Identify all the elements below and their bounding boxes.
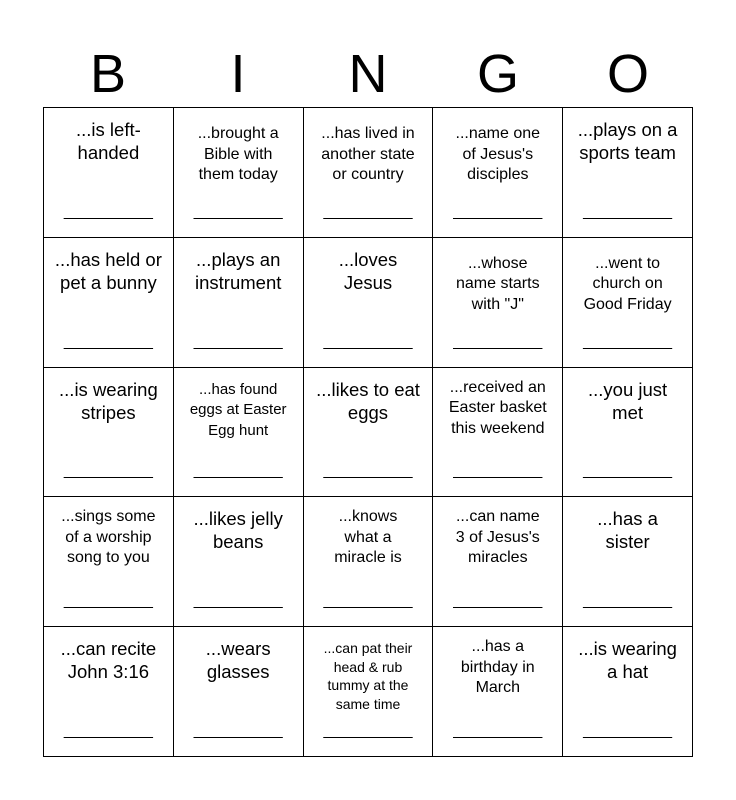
signature-line: __________ [193,333,283,350]
bingo-cell[interactable] [563,497,693,627]
signature-line: __________ [583,463,673,480]
cell-prompt: ...plays on a sports team [577,119,678,163]
bingo-cell[interactable] [174,368,304,498]
bingo-cell[interactable] [44,238,174,368]
signature-line: __________ [323,463,413,480]
signature-line: __________ [63,463,153,480]
signature-line: __________ [323,333,413,350]
cell-prompt: ...whose name starts with "J" [455,254,540,313]
bingo-cell[interactable] [44,497,174,627]
cell-prompt: ...plays an instrument [195,248,282,293]
cell-prompt: ...can name 3 of Jesus's miracles [455,508,540,567]
signature-line: __________ [583,333,673,350]
signature-line: __________ [453,333,543,350]
signature-line: __________ [193,593,283,610]
bingo-cell[interactable] [174,108,304,238]
cell-prompt: ...knows what a miracle is [334,508,402,567]
cell-prompt: ...has lived in another state or country [321,125,415,183]
cell-prompt: ...likes to eat eggs [316,378,420,423]
signature-line: __________ [193,203,283,220]
header-letter-o: O [606,44,649,104]
signature-line: __________ [63,203,153,220]
cell-prompt: ...has found eggs at Easter Egg hunt [189,380,287,439]
cell-prompt: ...is wearing a hat [578,638,677,683]
bingo-cell[interactable] [304,108,434,238]
bingo-board [43,107,693,757]
cell-prompt: ...has a sister [597,508,658,553]
bingo-cell[interactable] [433,108,563,238]
bingo-cell[interactable] [174,627,304,757]
cell-prompt: ...wears glasses [205,638,271,683]
bingo-cell[interactable] [563,627,693,757]
bingo-cell[interactable] [304,368,434,498]
cell-prompt: ...can pat their head & rub tummy at the same time [323,640,413,712]
bingo-cell[interactable] [304,497,434,627]
bingo-cell[interactable] [304,238,434,368]
cell-prompt: ...brought a Bible with them today [197,125,279,183]
signature-line: __________ [583,593,673,610]
cell-prompt: ...has held or pet a bunny [54,248,162,293]
bingo-cell[interactable] [174,238,304,368]
bingo-cell[interactable] [433,368,563,498]
header-letter-g: G [476,44,519,104]
bingo-header [43,42,693,106]
bingo-cell[interactable] [563,108,693,238]
signature-line: __________ [323,203,413,220]
signature-line: __________ [63,333,153,350]
cell-prompt: ...received an Easter basket this weekend [448,378,547,437]
bingo-cell[interactable] [44,108,174,238]
header-letter-b: B [89,44,127,104]
signature-line: __________ [453,463,543,480]
cell-prompt: ...sings some of a worship song to you [61,508,156,567]
cell-prompt: ...is left- handed [76,119,141,163]
bingo-cell[interactable] [563,238,693,368]
bingo-cell[interactable] [174,497,304,627]
header-letter-n: N [348,44,388,104]
signature-line: __________ [193,463,283,480]
bingo-cell[interactable] [433,627,563,757]
signature-line: __________ [63,723,153,739]
bingo-cell[interactable] [304,627,434,757]
signature-line: __________ [453,203,543,220]
signature-line: __________ [63,593,153,610]
bingo-cell[interactable] [563,368,693,498]
bingo-cell[interactable] [44,627,174,757]
cell-prompt: ...can recite John 3:16 [60,638,157,683]
signature-line: __________ [193,723,283,739]
signature-line: __________ [323,723,413,739]
header-letter-i: I [230,44,246,104]
cell-prompt: ...likes jelly beans [193,508,283,553]
cell-prompt: ...went to church on Good Friday [583,254,672,313]
bingo-cell[interactable] [433,497,563,627]
signature-line: __________ [583,203,673,220]
signature-line: __________ [323,593,413,610]
signature-line: __________ [453,593,543,610]
bingo-cell[interactable] [44,368,174,498]
cell-prompt: ...has a birthday in March [460,638,535,697]
cell-prompt: ...you just met [588,378,668,423]
signature-line: __________ [453,723,543,739]
signature-line: __________ [583,723,673,739]
cell-prompt: ...loves Jesus [338,248,398,293]
bingo-cell[interactable] [433,238,563,368]
cell-prompt: ...name one of Jesus's disciples [455,125,541,183]
cell-prompt: ...is wearing stripes [59,378,158,423]
